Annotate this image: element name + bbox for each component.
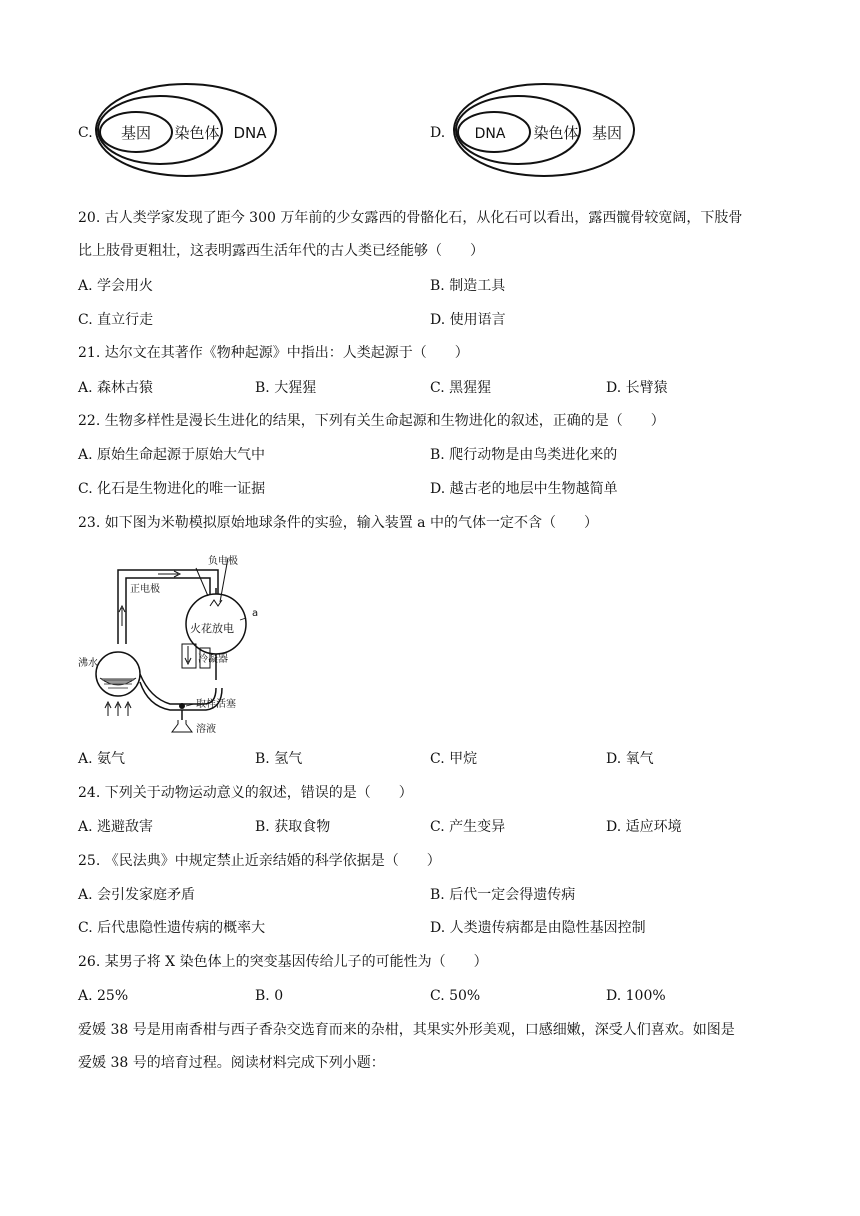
label-solution: 溶液	[196, 724, 216, 734]
q22-option-b[interactable]: B. 爬行动物是由鸟类进化来的	[430, 447, 618, 463]
diagram-label-middle: 染色体	[533, 124, 579, 142]
q21-option-a[interactable]: A. 森林古猿	[78, 380, 154, 396]
q21-option-c[interactable]: C. 黑猩猩	[430, 380, 492, 396]
diagram-label-outer: 基因	[591, 124, 623, 142]
q22-option-c[interactable]: C. 化石是生物进化的唯一证据	[78, 481, 266, 497]
diagram-label-inner: 基因	[120, 124, 152, 142]
q26-option-b[interactable]: B. 0	[255, 988, 284, 1004]
label-sample-valve: 取样活塞	[196, 699, 236, 710]
miller-experiment-diagram	[78, 548, 278, 734]
diagram-label-inner: DNA	[474, 126, 506, 142]
option-letter: C.	[78, 125, 93, 141]
q22-option-a[interactable]: A. 原始生命起源于原始大气中	[78, 447, 266, 463]
q23-stem: 23. 如下图为米勒模拟原始地球条件的实验，输入装置 a 中的气体一定不含（ ）	[78, 515, 598, 531]
label-boiling-water: 沸水	[78, 658, 98, 669]
material-line2: 爱媛 38 号的培育过程。阅读材料完成下列小题：	[78, 1055, 385, 1071]
q25-option-a[interactable]: A. 会引发家庭矛盾	[78, 887, 196, 903]
q22-stem: 22. 生物多样性是漫长生进化的结果，下列有关生命起源和生物进化的叙述，正确的是（ ）	[78, 413, 665, 429]
q21-option-b[interactable]: B. 大猩猩	[255, 380, 317, 396]
label-spark-discharge: 火花放电	[190, 622, 234, 635]
diagram-label-middle: 染色体	[174, 124, 220, 142]
option-letter: D.	[430, 125, 446, 141]
q24-option-c[interactable]: C. 产生变异	[430, 819, 506, 835]
label-negative-electrode: 负电极	[208, 556, 238, 567]
q23-option-a[interactable]: A. 氨气	[78, 751, 126, 767]
q21-stem: 21. 达尔文在其著作《物种起源》中指出：人类起源于（ ）	[78, 345, 469, 361]
q20-stem-line1: 20. 古人类学家发现了距今 300 万年前的少女露西的骨骼化石，从化石可以看出，露西髋骨较宽阔，下肢骨	[78, 210, 743, 226]
q21-option-d[interactable]: D. 长臂猿	[606, 380, 668, 396]
nested-ellipse-diagram-c	[94, 80, 280, 180]
q22-option-d[interactable]: D. 越古老的地层中生物越简单	[430, 481, 618, 497]
q25-stem: 25. 《民法典》中规定禁止近亲结婚的科学依据是（ ）	[78, 853, 441, 869]
q25-option-c[interactable]: C. 后代患隐性遗传病的概率大	[78, 920, 266, 936]
label-a: a	[252, 608, 259, 619]
q26-stem: 26. 某男子将 X 染色体上的突变基因传给儿子的可能性为（ ）	[78, 954, 488, 970]
q20-option-d[interactable]: D. 使用语言	[430, 312, 506, 328]
q23-option-c[interactable]: C. 甲烷	[430, 751, 478, 767]
q20-stem-line2: 比上肢骨更粗壮，这表明露西生活年代的古人类已经能够（ ）	[78, 243, 484, 259]
diagram-label-outer: DNA	[233, 124, 267, 142]
q26-option-c[interactable]: C. 50%	[430, 988, 481, 1004]
material-line1: 爱媛 38 号是用南香柑与西子香杂交选育而来的杂柑，其果实外形美观，口感细嫩，深受人们喜欢。如图是	[78, 1022, 735, 1038]
q20-option-a[interactable]: A. 学会用火	[78, 278, 154, 294]
q24-option-a[interactable]: A. 逃避敌害	[78, 819, 154, 835]
q24-option-d[interactable]: D. 适应环境	[606, 819, 682, 835]
q25-option-d[interactable]: D. 人类遗传病都是由隐性基因控制	[430, 920, 646, 936]
q23-option-b[interactable]: B. 氢气	[255, 751, 303, 767]
label-condenser: 冷凝器	[198, 654, 228, 665]
q24-stem: 24. 下列关于动物运动意义的叙述，错误的是（ ）	[78, 785, 413, 801]
q26-option-a[interactable]: A. 25%	[78, 988, 129, 1004]
label-positive-electrode: 正电极	[130, 584, 160, 595]
q20-option-b[interactable]: B. 制造工具	[430, 278, 506, 294]
q25-option-b[interactable]: B. 后代一定会得遗传病	[430, 887, 576, 903]
q23-option-d[interactable]: D. 氧气	[606, 751, 654, 767]
nested-ellipse-diagram-d	[452, 80, 638, 180]
q20-option-c[interactable]: C. 直立行走	[78, 312, 154, 328]
q26-option-d[interactable]: D. 100%	[606, 988, 666, 1004]
q24-option-b[interactable]: B. 获取食物	[255, 819, 331, 835]
